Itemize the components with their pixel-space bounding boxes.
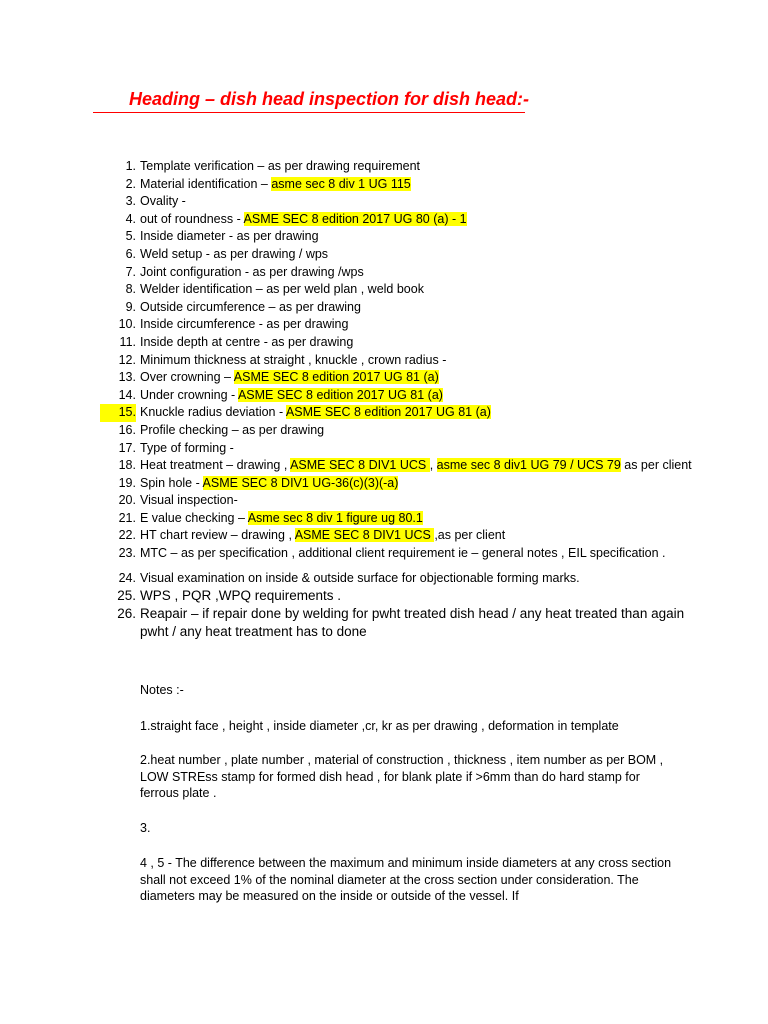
code-reference-highlight: ASME SEC 8 edition 2017 UG 80 (a) - 1 <box>243 211 467 226</box>
list-item-text: Reapair – if repair done by welding for pwht treated dish head / any heat treated than again pwht / any heat treatment has to done <box>140 606 685 640</box>
notes-section <box>140 682 680 905</box>
list-item <box>0 440 700 458</box>
list-item-text: Over crowning – <box>140 370 234 385</box>
list-item <box>0 299 700 317</box>
list-item-text: Profile checking – as per drawing <box>140 422 325 437</box>
code-reference-highlight: asme sec 8 div1 UG 79 / UCS 79 <box>436 458 621 473</box>
list-item-text: E value checking – <box>140 510 248 525</box>
list-item-text: Inside depth at centre - as per drawing <box>140 334 354 349</box>
list-item-text: Weld setup - as per drawing / wps <box>140 246 329 261</box>
list-item <box>0 387 700 405</box>
list-item-text: Spin hole - <box>140 475 203 490</box>
list-item-text: HT chart review – drawing , <box>140 528 295 543</box>
list-item-number: 6. <box>125 246 136 261</box>
list-item-number: 19. <box>118 475 136 490</box>
list-item <box>0 404 700 422</box>
list-item <box>0 527 700 545</box>
list-item-text: Type of forming - <box>140 440 234 455</box>
code-reference-highlight: ASME SEC 8 edition 2017 UG 81 (a) <box>285 405 491 420</box>
list-item-number: 4. <box>125 211 136 226</box>
list-item-number: 3. <box>125 194 136 209</box>
list-item-number: 17. <box>118 440 136 455</box>
list-item-text: Heat treatment – drawing , <box>140 458 291 473</box>
list-item <box>0 570 700 588</box>
list-item <box>0 211 700 229</box>
list-item-number: 9. <box>125 299 136 314</box>
list-item-number: 11. <box>119 334 136 349</box>
inspection-list <box>0 158 700 641</box>
list-item-text: Visual examination on inside & outside surface for objectionable forming marks. <box>140 570 580 585</box>
code-reference-highlight: ASME SEC 8 DIV1 UCS <box>294 528 435 543</box>
list-item-text: Minimum thickness at straight , knuckle , crown radius - <box>140 352 447 367</box>
list-item <box>0 193 700 211</box>
page-heading <box>93 89 530 113</box>
list-item-number: 23. <box>118 546 136 561</box>
code-reference-highlight: ASME SEC 8 edition 2017 UG 81 (a) <box>233 370 439 385</box>
list-item-number: 15. <box>100 404 136 422</box>
list-item-text: ,as per client <box>434 528 506 543</box>
list-item-number: 2. <box>125 176 136 191</box>
code-reference-highlight: ASME SEC 8 edition 2017 UG 81 (a) <box>237 387 443 402</box>
list-item-text: MTC – as per specification , additional client requirement ie – general notes , EIL specification . <box>140 546 666 561</box>
list-item-number: 1. <box>125 159 136 173</box>
note-1: 1.straight face , height , inside diameter ,cr, kr as per drawing , deformation in template <box>140 718 619 733</box>
list-item-text: Material identification – <box>140 176 272 191</box>
list-item <box>0 316 700 334</box>
list-item <box>0 281 700 299</box>
list-item-number: 12. <box>118 352 136 367</box>
list-item-text: WPS , PQR ,WPQ requirements . <box>140 588 342 604</box>
code-reference-highlight: ASME SEC 8 DIV1 UG-36(c)(3)(-a) <box>202 475 399 490</box>
list-item-text: Outside circumference – as per drawing <box>140 299 361 314</box>
list-item-text: Joint configuration - as per drawing /wps <box>140 264 364 279</box>
list-item-text: , <box>429 458 437 473</box>
list-item <box>0 246 700 264</box>
list-item-number: 7. <box>125 264 136 279</box>
list-item <box>0 605 700 641</box>
heading-text: Heading – dish head inspection for dish head:- <box>129 89 530 109</box>
list-item-number: 8. <box>125 282 136 297</box>
list-item-text: Knuckle radius deviation - <box>140 405 286 420</box>
list-item-number: 14. <box>118 387 136 402</box>
list-item <box>0 369 700 387</box>
code-reference-highlight: asme sec 8 div 1 UG 115 <box>271 176 411 191</box>
note-2: 2.heat number , plate number , material of construction , thickness , item number as per BOM , LOW STREss stamp for formed dish head , for blank plate if >6mm than do hard stamp for ferrous plate . <box>140 753 664 800</box>
list-item-number: 24. <box>118 570 136 585</box>
code-reference-highlight: Asme sec 8 div 1 figure ug 80.1 <box>247 510 423 525</box>
note-4-5: 4 , 5 - The difference between the maximum and minimum inside diameters at any cross section shall not exceed 1% of the nominal diameter at the cross section under consideration. The diameters may be measured on the inside or outside of the vessel. If <box>140 856 672 903</box>
list-item-text: out of roundness - <box>140 211 244 226</box>
list-item-number: 22. <box>118 528 136 543</box>
list-item-number: 18. <box>118 458 136 473</box>
list-item-text: Welder identification – as per weld plan , weld book <box>140 282 424 297</box>
list-item-number: 25. <box>117 588 136 604</box>
list-item-text: Template verification – as per drawing requirement <box>140 159 420 173</box>
list-item <box>0 422 700 440</box>
code-reference-highlight: ASME SEC 8 DIV1 UCS <box>290 458 430 473</box>
note-3: 3. <box>140 820 151 835</box>
list-item <box>0 545 700 563</box>
list-item-number: 13. <box>118 370 136 385</box>
list-item <box>0 510 700 528</box>
list-item-text: as per client <box>620 458 692 473</box>
list-item <box>0 264 700 282</box>
list-item-number: 26. <box>117 606 136 622</box>
list-item-number: 21. <box>118 510 136 525</box>
list-item <box>0 228 700 246</box>
list-item <box>0 334 700 352</box>
list-item-text: Inside diameter - as per drawing <box>140 229 319 244</box>
list-item <box>0 352 700 370</box>
list-item-text: Visual inspection- <box>140 493 238 508</box>
list-item <box>0 587 700 605</box>
list-item <box>0 475 700 493</box>
list-item <box>0 457 700 475</box>
list-item-number: 16. <box>118 422 136 437</box>
list-item <box>0 158 700 176</box>
list-item-number: 20. <box>118 493 136 508</box>
list-item-text: Ovality - <box>140 194 186 209</box>
list-item <box>0 492 700 510</box>
list-item <box>0 176 700 194</box>
notes-title: Notes :- <box>140 683 184 697</box>
list-item-number: 5. <box>125 229 136 244</box>
list-item-text: Inside circumference - as per drawing <box>140 317 349 332</box>
list-item-text: Under crowning - <box>140 387 238 402</box>
list-item-number: 10. <box>118 317 136 332</box>
